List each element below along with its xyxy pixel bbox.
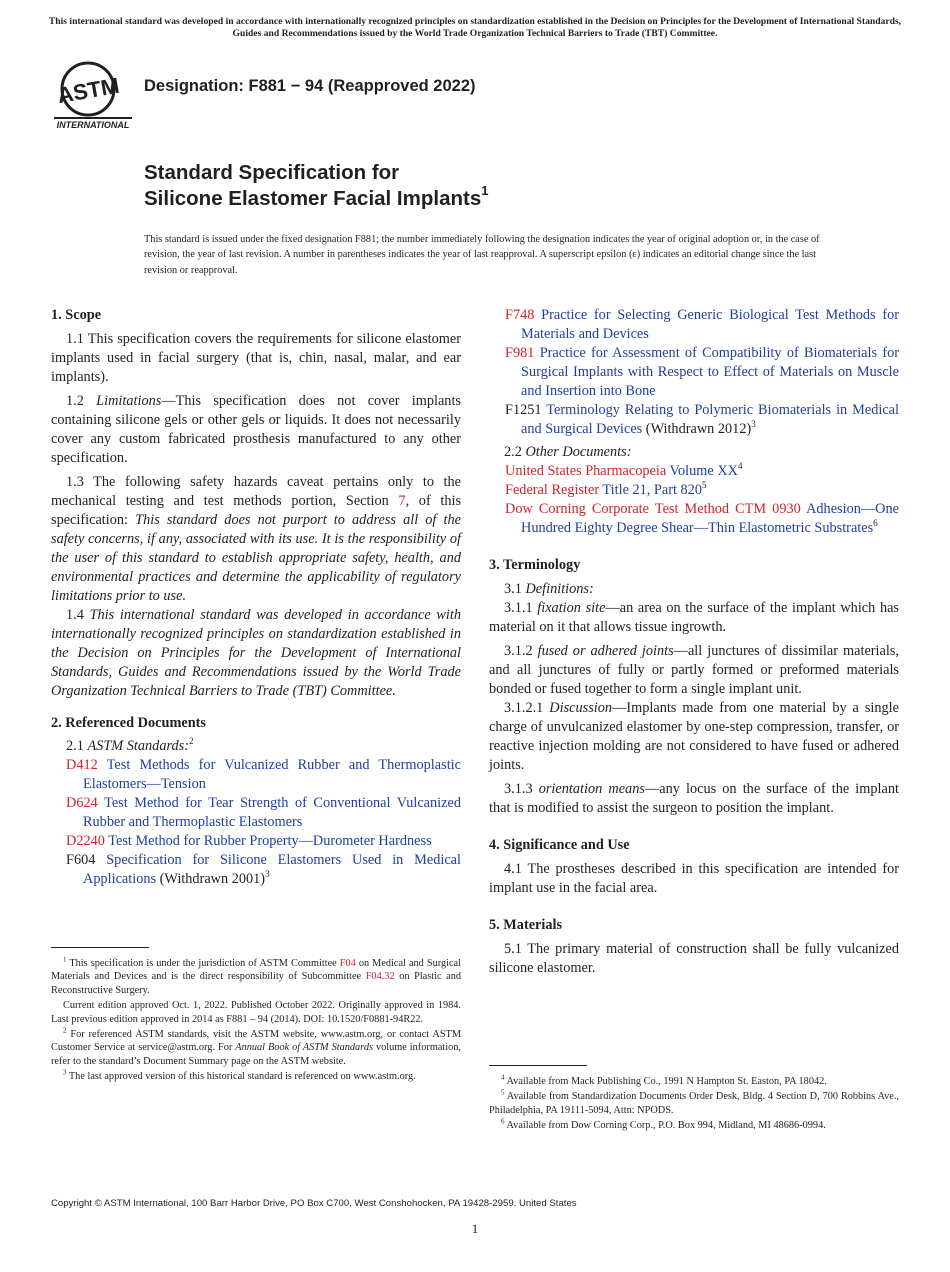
logo-subtext: INTERNATIONAL xyxy=(56,120,130,130)
paragraph-1-4: 1.4 This international standard was developed in accordance with internationally recognized principles on standardization established in the Decision on Principles for the Development of International Standards, Guides and Recommendations issued by the World Trade Organization Technical Barriers to Trade (TBT) Committee. xyxy=(51,607,462,699)
copyright-notice: Copyright © ASTM International, 100 Barr Harbor Drive, PO Box C700, West Conshohocken, PA 19428-2959. United States xyxy=(51,1198,577,1209)
footnote-1: $^1$ This specification is under the jurisdiction of ASTM Committee F04 on Medical and Surgical Materials and Devices and is the direct responsibility of Subcommittee F04.32 on Plastic and Reconstructive Surgery. xyxy=(51,955,461,996)
other-documents-label: 2.2 Other Documents: xyxy=(504,444,632,460)
title-line-2: Silicone Elastomer Facial Implants$^1$ xyxy=(144,183,489,210)
other-doc-usp[interactable]: United States Pharmacopeia Volume $XX^4$ xyxy=(505,461,743,479)
section-heading-terminology: 3. Terminology xyxy=(489,557,581,573)
definitions-label: 3.1 Definitions: xyxy=(504,581,594,597)
section-7-link[interactable]: 7 xyxy=(398,493,406,509)
footnote-2: $^2$ For referenced ASTM standards, visit the ASTM website, www.astm.org, or contact ASTM Customer Service at service@astm.org. For Annual Book of ASTM Standards volume information, refer to the standard’s Document Summary page on the ASTM website. xyxy=(51,1026,462,1067)
section-heading-referenced-documents: 2. Referenced Documents xyxy=(51,715,206,731)
logo-text: ASTM xyxy=(55,72,122,109)
term-discussion: 3.1.2.1 Discussion—Implants made from one material by a single charge of unvulcanized elastomer by one-step compression, transfer, or reactive injection molding are not considered to have fused or adhered joints. xyxy=(489,700,900,773)
reference-f981[interactable]: F981 Practice for Assessment of Compatibility of Biomaterials for Surgical Implants with Respect to Effect of Materials on Muscle and Insertion into Bone xyxy=(505,345,899,399)
other-doc-federal-register[interactable]: Federal Register Title 21, Part $820^5$ xyxy=(505,480,707,498)
footnote-6: $^6$ Available from Dow Corning Corp., P.O. Box 994, Midland, MI 48686-0994. xyxy=(501,1117,826,1132)
footnote-rule-left xyxy=(51,947,149,948)
paragraph-4-1: 4.1 The prostheses described in this specification are intended for implant use in the facial area. xyxy=(489,861,899,896)
reference-d624[interactable]: D624 Test Method for Tear Strength of Conventional Vulcanized Rubber and Thermoplastic Elastomers xyxy=(66,795,461,830)
term-fixation-site: 3.1.1 fixation site—an area on the surface of the implant which has material on it that allows tissue ingrowth. xyxy=(489,600,899,635)
astm-standards-label: 2.1 ASTM Standards:$^2$ xyxy=(66,736,194,754)
designation: Designation: F881 − 94 (Reapproved 2022) xyxy=(144,77,476,95)
footnote-3: $^3$ The last approved version of this historical standard is referenced on www.astm.org. xyxy=(63,1068,416,1083)
other-doc-dow-corning[interactable]: Dow Corning Corporate Test Method CTM 0930 Adhesion—One Hundred Eighty Degree Shear—Thin Elastometric Substrates$^6$ xyxy=(505,501,899,536)
section-heading-scope: 1. Scope xyxy=(51,307,102,323)
subcommittee-f04-32-link[interactable]: F04.32 xyxy=(365,971,395,983)
paragraph-1-2: 1.2 Limitations—This specification does not cover implants containing silicone gels or other gels or liquids. It does not necessarily cover any custom fabricated prosthesis manufactured to any other specification. xyxy=(51,393,461,466)
paragraph-1-1: 1.1 This specification covers the requirements for silicone elastomer implants used in facial surgery (that is, chin, nasal, malar, and ear implants). xyxy=(51,331,461,385)
astm-logo-icon xyxy=(54,57,134,132)
term-fused-joints: 3.1.2 fused or adhered joints—all junctures of dissimilar materials, and all junctures of fully or partly formed or preformed materials bonded or fused together to form a single implant unit. xyxy=(489,643,899,697)
section-heading-significance: 4. Significance and Use xyxy=(489,837,630,853)
paragraph-1-3: 1.3 The following safety hazards caveat pertains only to the mechanical testing and test methods portion, Section 7, of this specification: This standard does not purport to address all of the safety concerns, if any, associated with its use. It is the responsibility of the user of this standard to establish appropriate safety, health, and environmental practices and determine the applicability of regulatory limitations prior to use. xyxy=(51,474,462,604)
international-standard-note: This international standard was developed in accordance with internationally recognized principles on standardization established in the Decision on Principles for the Development of International Standards, Guides and Recommendations issued by the World Trade Organization Technical Barriers to Trade (TBT) Committee. xyxy=(48,16,902,39)
committee-f04-link[interactable]: F04 xyxy=(339,958,356,969)
reference-f748[interactable]: F748 Practice for Selecting Generic Biological Test Methods for Materials and Devices xyxy=(505,307,899,342)
term-orientation-means: 3.1.3 orientation means—any locus on the surface of the implant that is modified to assist the surgeon to position the implant. xyxy=(489,781,899,816)
paragraph-5-1: 5.1 The primary material of construction shall be fully vulcanized silicone elastomer. xyxy=(489,941,899,976)
footnotes-left xyxy=(51,957,461,1086)
reference-d2240[interactable]: D2240 Test Method for Rubber Property—Durometer Hardness xyxy=(66,833,432,849)
footnote-4: $^4$ Available from Mack Publishing Co., 1991 N Hampton St. Easton, PA 18042. xyxy=(501,1073,827,1087)
left-column xyxy=(51,306,461,889)
reference-d412[interactable]: D412 Test Methods for Vulcanized Rubber and Thermoplastic Elastomers—Tension xyxy=(66,757,461,792)
standard-issue-note: This standard is issued under the fixed designation F881; the number immediately following the designation indicates the year of original adoption or, in the case of revision, the year of last revision. A number in parentheses indicates the year of last reapproval. A superscript epsilon (ε) indicates an editorial change since the last revision or reapproval. xyxy=(144,234,820,276)
footnotes-right xyxy=(489,1075,899,1135)
footnote-1-edition: Current edition approved Oct. 1, 2022. Published October 2022. Originally approved in 1984. Last previous edition approved in 2014 as F881 – 94 (2014). DOI: 10.1520/F0881-94R22. xyxy=(51,1000,461,1025)
title-line-1: Standard Specification for xyxy=(144,161,400,184)
section-heading-materials: 5. Materials xyxy=(489,917,563,933)
right-column xyxy=(489,306,899,978)
title-footnote-mark[interactable]: 1 xyxy=(481,183,489,199)
reference-f604[interactable]: F604 Specification for Silicone Elastomers Used in Medical Applications (Withdrawn 2001)$^3$ xyxy=(66,852,461,887)
reference-f1251[interactable]: F1251 Terminology Relating to Polymeric Biomaterials in Medical and Surgical Devices (Withdrawn 2012)$^3$ xyxy=(505,402,899,437)
document-title xyxy=(144,160,488,212)
footnote-5: $^5$ Available from Standardization Documents Order Desk, Bldg. 4 Section D, 700 Robbins Ave., Philadelphia, PA 19111-5094, Attn: NPODS. xyxy=(489,1088,899,1116)
page-number: 1 xyxy=(471,1221,479,1236)
footnote-rule-right xyxy=(489,1065,587,1066)
astm-logo xyxy=(54,57,134,132)
